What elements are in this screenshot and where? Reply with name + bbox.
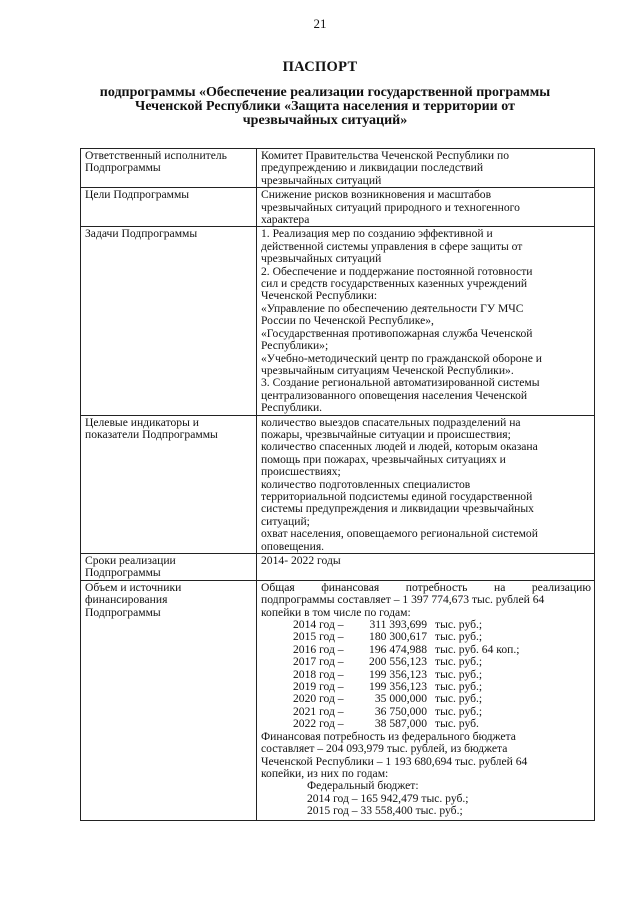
value-line: чрезвычайных ситуаций природного и техногенного [261,201,520,214]
value-line: 2. Обеспечение и поддержание постоянной готовности [261,265,533,278]
value-line: «Учебно-методический центр по гражданской обороне и [261,352,543,365]
value-line: количество спасенных людей и людей, которым оказана [261,441,538,454]
table-row-goals [81,188,595,227]
value-line: централизованного оповещения населения Чеченской [261,389,528,402]
label-line: Подпрограммы [85,606,161,619]
value-line: характера [261,214,310,227]
label-line: Целевые индикаторы и [85,416,199,429]
label-line: Объем и источники [85,581,182,594]
row-label [81,415,257,553]
value-line: Республики»; [261,340,329,353]
row-value [257,149,595,188]
value-line: Чеченской Республики – 1 193 680,694 тыс. рублей 64 [261,755,528,768]
value-line: Республики. [261,402,323,415]
row-label [81,227,257,415]
value-line: количество выездов спасательных подразделений на [261,416,521,429]
value-line: территориальной подсистемы единой государственной [261,490,533,503]
value-line: сил и средств государственных казенных учреждений [261,278,528,291]
value-line: помощь при пожарах, чрезвычайных ситуациях и [261,453,506,466]
value-line: Снижение рисков возникновения и масштабов [261,189,492,202]
value-line: охват населения, оповещаемого региональной системой [261,528,538,541]
table-row-terms [81,554,595,581]
label-line: Подпрограммы [85,162,161,175]
year-amount-row: 2021 год – 36 750,000 тыс. руб.; [293,705,483,718]
value-line: копейки в том числе по годам: [261,606,411,619]
value-line: 2014- 2022 годы [261,555,341,567]
year-amount-row: 2014 год – 311 393,699 тыс. руб.; [293,619,483,632]
value-line: Чеченской Республики: [261,290,378,303]
label-line: Сроки реализации [85,555,176,567]
label-line: Цели Подпрограммы [85,189,190,202]
value-line: оповещения. [261,540,325,553]
row-value [257,554,595,581]
row-value [257,227,595,415]
table-row-indicators [81,415,595,553]
table-row-financing [81,580,595,820]
subtitle-line: Чеченской Республики «Защита населения и территории от [135,99,515,114]
row-label [81,554,257,581]
value-line: Комитет Правительства Чеченской Республики по [261,150,510,162]
value-line: чрезвычайным ситуациям Чеченской Республики». [261,364,514,377]
page-number: 21 [313,16,327,31]
document-title: ПАСПОРТ [282,59,358,75]
year-amount-row: 2016 год – 196 474,988 тыс. руб. 64 коп.; [293,643,520,656]
value-line: пожары, чрезвычайные ситуации и происшествия; [261,428,511,441]
label-line: Подпрограммы [85,567,161,580]
value-line: системы предупреждения и ликвидации чрезвычайных [261,503,534,516]
label-line: показатели Подпрограммы [85,428,218,441]
subtitle-line: чрезвычайных ситуаций» [242,113,408,128]
document-subtitle [95,86,555,128]
value-line: 1. Реализация мер по созданию эффективной и [261,228,493,241]
label-line: Задачи Подпрограммы [85,228,198,241]
subtitle-line: подпрограммы «Обеспечение реализации государственной программы [99,85,551,100]
federal-budget-heading: Федеральный бюджет: [307,780,419,793]
value-line: копейки, из них по годам: [261,767,389,780]
cell-spacer [261,818,591,820]
table-row-executor [81,149,595,188]
year-amount-row: 2020 год – 35 000,000 тыс. руб.; [293,693,483,706]
label-line: Ответственный исполнитель [85,150,227,162]
row-value [257,188,595,227]
federal-year-row: 2014 год – 165 942,479 тыс. руб.; [307,792,469,805]
value-line: Общая финансовая потребность на реализацию [261,581,591,594]
row-label [81,188,257,227]
passport-table [80,148,595,821]
row-label [81,580,257,820]
table-row-tasks [81,227,595,415]
value-line: России по Чеченской Республике», [261,315,434,328]
value-line: «Государственная противопожарная служба Чеченской [261,327,533,340]
value-line: составляет – 204 093,979 тыс. рублей, из бюджета [261,743,508,756]
year-amount-row: 2015 год – 180 300,617 тыс. руб.; [293,631,483,644]
value-line: чрезвычайных ситуаций [261,174,382,187]
value-line: «Управление по обеспечению деятельности ГУ МЧС [261,302,524,315]
row-label [81,149,257,188]
value-line: количество подготовленных специалистов [261,478,471,491]
row-value [257,415,595,553]
value-line: 3. Создание региональной автоматизированной системы [261,377,540,390]
year-amount-row: 2018 год – 199 356,123 тыс. руб.; [293,668,483,681]
year-amount-row: 2019 год – 199 356,123 тыс. руб.; [293,681,483,694]
year-amount-row: 2022 год – 38 587,000 тыс. руб. [293,718,479,731]
value-line: чрезвычайных ситуаций [261,253,382,266]
value-line: Финансовая потребность из федерального бюджета [261,730,516,743]
value-line: действенной системы управления в сфере защиты от [261,240,523,253]
value-line: предупреждению и ликвидации последствий [261,162,484,175]
federal-year-row: 2015 год – 33 558,400 тыс. руб.; [307,805,463,818]
row-value [257,580,595,820]
year-amount-row: 2017 год – 200 556,123 тыс. руб.; [293,656,483,669]
value-line: подпрограммы составляет – 1 397 774,673 тыс. рублей 64 [261,594,545,607]
value-line: ситуаций; [261,515,310,528]
value-line: происшествиях; [261,466,341,479]
label-line: финансирования [85,594,168,607]
